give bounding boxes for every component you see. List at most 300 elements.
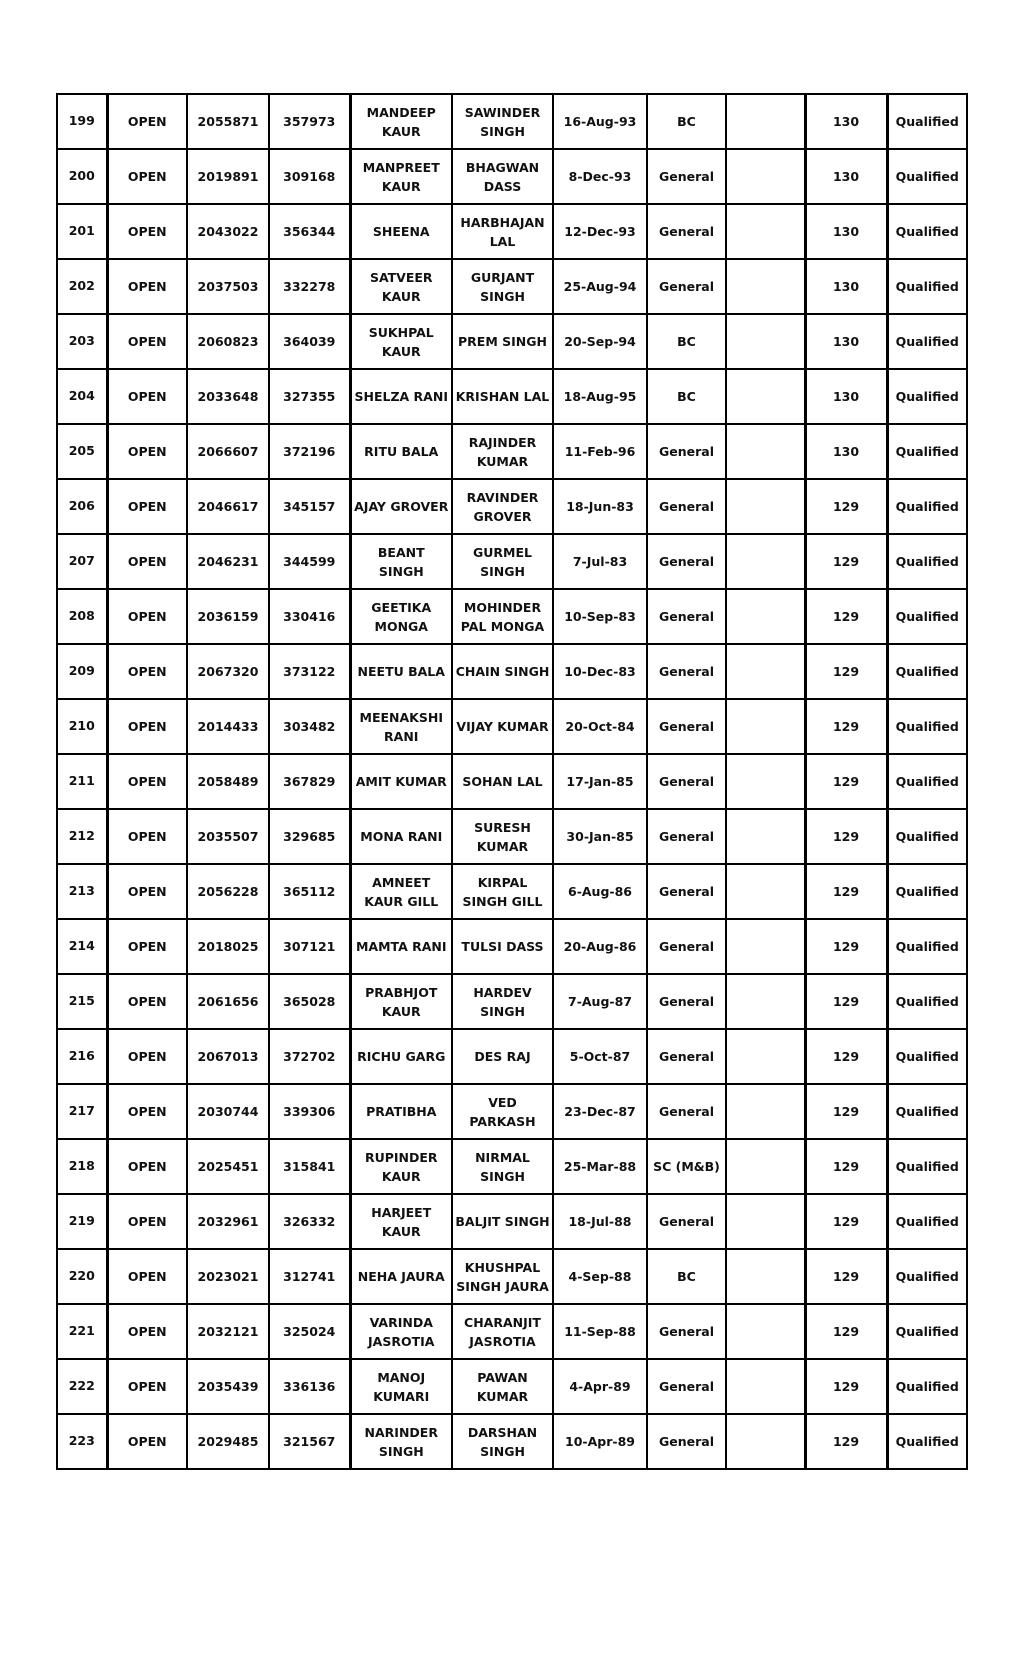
category-type-cell: OPEN: [107, 1139, 187, 1194]
date-of-birth-cell: 10-Dec-83: [553, 644, 647, 699]
date-of-birth-cell: 20-Sep-94: [553, 314, 647, 369]
remarks-cell: [726, 1359, 805, 1414]
table-body: [57, 94, 967, 1469]
roll-number-cell: 2056228: [187, 864, 269, 919]
candidate-name-cell: AMIT KUMAR: [350, 754, 452, 809]
father-name-cell: DARSHAN SINGH: [452, 1414, 553, 1469]
date-of-birth-cell: 10-Apr-89: [553, 1414, 647, 1469]
candidate-name-cell: AMNEET KAUR GILL: [350, 864, 452, 919]
registration-number-cell: 345157: [269, 479, 350, 534]
date-of-birth-cell: 17-Jan-85: [553, 754, 647, 809]
marks-cell: 130: [805, 204, 887, 259]
category-type-cell: OPEN: [107, 479, 187, 534]
marks-cell: 130: [805, 149, 887, 204]
table-row: [57, 534, 967, 589]
registration-number-cell: 303482: [269, 699, 350, 754]
roll-number-cell: 2014433: [187, 699, 269, 754]
registration-number-cell: 325024: [269, 1304, 350, 1359]
roll-number-cell: 2058489: [187, 754, 269, 809]
registration-number-cell: 364039: [269, 314, 350, 369]
father-name-cell: GURJANT SINGH: [452, 259, 553, 314]
category-cell: General: [647, 1029, 726, 1084]
remarks-cell: [726, 699, 805, 754]
category-cell: General: [647, 1194, 726, 1249]
father-name-cell: BALJIT SINGH: [452, 1194, 553, 1249]
category-type-cell: OPEN: [107, 589, 187, 644]
marks-cell: 130: [805, 314, 887, 369]
marks-cell: 130: [805, 94, 887, 149]
result-cell: Qualified: [887, 864, 967, 919]
candidate-name-cell: VARINDA JASROTIA: [350, 1304, 452, 1359]
table-row: [57, 204, 967, 259]
father-name-cell: NIRMAL SINGH: [452, 1139, 553, 1194]
candidate-name-cell: BEANT SINGH: [350, 534, 452, 589]
registration-number-cell: 307121: [269, 919, 350, 974]
category-type-cell: OPEN: [107, 534, 187, 589]
category-cell: General: [647, 1359, 726, 1414]
roll-number-cell: 2035507: [187, 809, 269, 864]
table-row: [57, 369, 967, 424]
serial-number-cell: 203: [57, 314, 107, 369]
registration-number-cell: 309168: [269, 149, 350, 204]
category-cell: General: [647, 1414, 726, 1469]
serial-number-cell: 214: [57, 919, 107, 974]
candidate-name-cell: SHEENA: [350, 204, 452, 259]
category-type-cell: OPEN: [107, 1304, 187, 1359]
roll-number-cell: 2030744: [187, 1084, 269, 1139]
father-name-cell: KIRPAL SINGH GILL: [452, 864, 553, 919]
candidate-name-cell: AJAY GROVER: [350, 479, 452, 534]
result-cell: Qualified: [887, 149, 967, 204]
serial-number-cell: 219: [57, 1194, 107, 1249]
candidate-name-cell: NARINDER SINGH: [350, 1414, 452, 1469]
marks-cell: 129: [805, 974, 887, 1029]
candidate-name-cell: GEETIKA MONGA: [350, 589, 452, 644]
table-row: [57, 1414, 967, 1469]
roll-number-cell: 2023021: [187, 1249, 269, 1304]
table-row: [57, 644, 967, 699]
result-table: [56, 93, 968, 1470]
marks-cell: 129: [805, 1029, 887, 1084]
remarks-cell: [726, 1249, 805, 1304]
remarks-cell: [726, 534, 805, 589]
father-name-cell: HARDEV SINGH: [452, 974, 553, 1029]
remarks-cell: [726, 1194, 805, 1249]
serial-number-cell: 201: [57, 204, 107, 259]
candidate-name-cell: MANDEEP KAUR: [350, 94, 452, 149]
father-name-cell: TULSI DASS: [452, 919, 553, 974]
candidate-name-cell: SATVEER KAUR: [350, 259, 452, 314]
serial-number-cell: 223: [57, 1414, 107, 1469]
table-row: [57, 699, 967, 754]
father-name-cell: GURMEL SINGH: [452, 534, 553, 589]
candidate-name-cell: MEENAKSHI RANI: [350, 699, 452, 754]
remarks-cell: [726, 149, 805, 204]
father-name-cell: PAWAN KUMAR: [452, 1359, 553, 1414]
candidate-name-cell: RUPINDER KAUR: [350, 1139, 452, 1194]
category-type-cell: OPEN: [107, 259, 187, 314]
roll-number-cell: 2035439: [187, 1359, 269, 1414]
table-row: [57, 314, 967, 369]
date-of-birth-cell: 30-Jan-85: [553, 809, 647, 864]
table-row: [57, 809, 967, 864]
serial-number-cell: 221: [57, 1304, 107, 1359]
table-row: [57, 94, 967, 149]
serial-number-cell: 207: [57, 534, 107, 589]
category-cell: General: [647, 534, 726, 589]
remarks-cell: [726, 809, 805, 864]
date-of-birth-cell: 20-Oct-84: [553, 699, 647, 754]
serial-number-cell: 216: [57, 1029, 107, 1084]
candidate-name-cell: PRABHJOT KAUR: [350, 974, 452, 1029]
registration-number-cell: 339306: [269, 1084, 350, 1139]
registration-number-cell: 327355: [269, 369, 350, 424]
date-of-birth-cell: 7-Aug-87: [553, 974, 647, 1029]
marks-cell: 129: [805, 479, 887, 534]
category-type-cell: OPEN: [107, 809, 187, 864]
remarks-cell: [726, 974, 805, 1029]
table-row: [57, 149, 967, 204]
category-cell: General: [647, 204, 726, 259]
result-cell: Qualified: [887, 1084, 967, 1139]
category-type-cell: OPEN: [107, 1359, 187, 1414]
candidate-name-cell: MANPREET KAUR: [350, 149, 452, 204]
table-row: [57, 259, 967, 314]
registration-number-cell: 367829: [269, 754, 350, 809]
date-of-birth-cell: 20-Aug-86: [553, 919, 647, 974]
serial-number-cell: 199: [57, 94, 107, 149]
category-cell: BC: [647, 94, 726, 149]
date-of-birth-cell: 18-Jun-83: [553, 479, 647, 534]
date-of-birth-cell: 10-Sep-83: [553, 589, 647, 644]
result-cell: Qualified: [887, 754, 967, 809]
result-cell: Qualified: [887, 809, 967, 864]
result-cell: Qualified: [887, 534, 967, 589]
registration-number-cell: 332278: [269, 259, 350, 314]
remarks-cell: [726, 479, 805, 534]
registration-number-cell: 357973: [269, 94, 350, 149]
candidate-name-cell: NEHA JAURA: [350, 1249, 452, 1304]
registration-number-cell: 326332: [269, 1194, 350, 1249]
category-cell: General: [647, 864, 726, 919]
result-cell: Qualified: [887, 1194, 967, 1249]
father-name-cell: SURESH KUMAR: [452, 809, 553, 864]
marks-cell: 129: [805, 1084, 887, 1139]
father-name-cell: CHAIN SINGH: [452, 644, 553, 699]
category-cell: General: [647, 259, 726, 314]
roll-number-cell: 2019891: [187, 149, 269, 204]
date-of-birth-cell: 18-Aug-95: [553, 369, 647, 424]
date-of-birth-cell: 16-Aug-93: [553, 94, 647, 149]
registration-number-cell: 344599: [269, 534, 350, 589]
roll-number-cell: 2060823: [187, 314, 269, 369]
remarks-cell: [726, 1139, 805, 1194]
roll-number-cell: 2043022: [187, 204, 269, 259]
registration-number-cell: 329685: [269, 809, 350, 864]
result-cell: Qualified: [887, 1139, 967, 1194]
category-cell: General: [647, 479, 726, 534]
marks-cell: 129: [805, 534, 887, 589]
table-row: [57, 589, 967, 644]
marks-cell: 129: [805, 1304, 887, 1359]
category-cell: General: [647, 424, 726, 479]
result-cell: Qualified: [887, 369, 967, 424]
category-cell: General: [647, 754, 726, 809]
roll-number-cell: 2055871: [187, 94, 269, 149]
category-type-cell: OPEN: [107, 94, 187, 149]
category-cell: BC: [647, 314, 726, 369]
table-row: [57, 424, 967, 479]
registration-number-cell: 365112: [269, 864, 350, 919]
category-type-cell: OPEN: [107, 424, 187, 479]
category-cell: General: [647, 919, 726, 974]
date-of-birth-cell: 5-Oct-87: [553, 1029, 647, 1084]
date-of-birth-cell: 4-Apr-89: [553, 1359, 647, 1414]
serial-number-cell: 213: [57, 864, 107, 919]
roll-number-cell: 2032961: [187, 1194, 269, 1249]
result-cell: Qualified: [887, 204, 967, 259]
date-of-birth-cell: 25-Mar-88: [553, 1139, 647, 1194]
table-row: [57, 919, 967, 974]
category-cell: BC: [647, 1249, 726, 1304]
father-name-cell: KRISHAN LAL: [452, 369, 553, 424]
remarks-cell: [726, 204, 805, 259]
registration-number-cell: 372196: [269, 424, 350, 479]
date-of-birth-cell: 4-Sep-88: [553, 1249, 647, 1304]
table-row: [57, 864, 967, 919]
category-type-cell: OPEN: [107, 314, 187, 369]
category-type-cell: OPEN: [107, 1194, 187, 1249]
candidate-name-cell: RICHU GARG: [350, 1029, 452, 1084]
marks-cell: 129: [805, 644, 887, 699]
table-row: [57, 479, 967, 534]
candidate-name-cell: NEETU BALA: [350, 644, 452, 699]
category-type-cell: OPEN: [107, 1414, 187, 1469]
marks-cell: 129: [805, 589, 887, 644]
result-cell: Qualified: [887, 644, 967, 699]
category-cell: General: [647, 149, 726, 204]
candidate-name-cell: SUKHPAL KAUR: [350, 314, 452, 369]
marks-cell: 129: [805, 1249, 887, 1304]
serial-number-cell: 222: [57, 1359, 107, 1414]
serial-number-cell: 217: [57, 1084, 107, 1139]
candidate-name-cell: HARJEET KAUR: [350, 1194, 452, 1249]
father-name-cell: PREM SINGH: [452, 314, 553, 369]
serial-number-cell: 210: [57, 699, 107, 754]
roll-number-cell: 2046617: [187, 479, 269, 534]
date-of-birth-cell: 12-Dec-93: [553, 204, 647, 259]
date-of-birth-cell: 11-Sep-88: [553, 1304, 647, 1359]
roll-number-cell: 2037503: [187, 259, 269, 314]
candidate-name-cell: MONA RANI: [350, 809, 452, 864]
table-row: [57, 1194, 967, 1249]
candidate-name-cell: MAMTA RANI: [350, 919, 452, 974]
marks-cell: 129: [805, 919, 887, 974]
candidate-name-cell: PRATIBHA: [350, 1084, 452, 1139]
registration-number-cell: 312741: [269, 1249, 350, 1304]
father-name-cell: SAWINDER SINGH: [452, 94, 553, 149]
marks-cell: 129: [805, 1414, 887, 1469]
registration-number-cell: 372702: [269, 1029, 350, 1084]
marks-cell: 129: [805, 1359, 887, 1414]
result-cell: Qualified: [887, 1249, 967, 1304]
remarks-cell: [726, 369, 805, 424]
marks-cell: 129: [805, 699, 887, 754]
marks-cell: 129: [805, 864, 887, 919]
father-name-cell: VIJAY KUMAR: [452, 699, 553, 754]
marks-cell: 130: [805, 424, 887, 479]
father-name-cell: RAJINDER KUMAR: [452, 424, 553, 479]
result-cell: Qualified: [887, 919, 967, 974]
serial-number-cell: 212: [57, 809, 107, 864]
result-cell: Qualified: [887, 94, 967, 149]
category-type-cell: OPEN: [107, 1249, 187, 1304]
result-cell: Qualified: [887, 974, 967, 1029]
serial-number-cell: 205: [57, 424, 107, 479]
serial-number-cell: 202: [57, 259, 107, 314]
table-row: [57, 1139, 967, 1194]
father-name-cell: BHAGWAN DASS: [452, 149, 553, 204]
result-cell: Qualified: [887, 699, 967, 754]
remarks-cell: [726, 864, 805, 919]
date-of-birth-cell: 11-Feb-96: [553, 424, 647, 479]
roll-number-cell: 2046231: [187, 534, 269, 589]
result-cell: Qualified: [887, 1414, 967, 1469]
remarks-cell: [726, 754, 805, 809]
serial-number-cell: 220: [57, 1249, 107, 1304]
remarks-cell: [726, 1029, 805, 1084]
serial-number-cell: 209: [57, 644, 107, 699]
category-type-cell: OPEN: [107, 754, 187, 809]
category-type-cell: OPEN: [107, 369, 187, 424]
serial-number-cell: 218: [57, 1139, 107, 1194]
table-row: [57, 1304, 967, 1359]
category-type-cell: OPEN: [107, 699, 187, 754]
serial-number-cell: 215: [57, 974, 107, 1029]
marks-cell: 129: [805, 1194, 887, 1249]
result-cell: Qualified: [887, 259, 967, 314]
category-cell: SC (M&B): [647, 1139, 726, 1194]
marks-cell: 130: [805, 369, 887, 424]
category-cell: General: [647, 699, 726, 754]
category-cell: BC: [647, 369, 726, 424]
result-cell: Qualified: [887, 589, 967, 644]
category-cell: General: [647, 809, 726, 864]
category-type-cell: OPEN: [107, 204, 187, 259]
serial-number-cell: 204: [57, 369, 107, 424]
roll-number-cell: 2067320: [187, 644, 269, 699]
date-of-birth-cell: 23-Dec-87: [553, 1084, 647, 1139]
marks-cell: 129: [805, 1139, 887, 1194]
remarks-cell: [726, 589, 805, 644]
remarks-cell: [726, 1084, 805, 1139]
marks-cell: 129: [805, 809, 887, 864]
category-cell: General: [647, 1084, 726, 1139]
date-of-birth-cell: 8-Dec-93: [553, 149, 647, 204]
category-cell: General: [647, 644, 726, 699]
registration-number-cell: 321567: [269, 1414, 350, 1469]
roll-number-cell: 2067013: [187, 1029, 269, 1084]
roll-number-cell: 2032121: [187, 1304, 269, 1359]
category-type-cell: OPEN: [107, 864, 187, 919]
result-cell: Qualified: [887, 1029, 967, 1084]
roll-number-cell: 2025451: [187, 1139, 269, 1194]
marks-cell: 130: [805, 259, 887, 314]
category-type-cell: OPEN: [107, 644, 187, 699]
result-cell: Qualified: [887, 1304, 967, 1359]
date-of-birth-cell: 18-Jul-88: [553, 1194, 647, 1249]
registration-number-cell: 315841: [269, 1139, 350, 1194]
remarks-cell: [726, 644, 805, 699]
category-cell: General: [647, 974, 726, 1029]
candidate-name-cell: RITU BALA: [350, 424, 452, 479]
roll-number-cell: 2018025: [187, 919, 269, 974]
candidate-name-cell: MANOJ KUMARI: [350, 1359, 452, 1414]
father-name-cell: RAVINDER GROVER: [452, 479, 553, 534]
table-row: [57, 974, 967, 1029]
registration-number-cell: 365028: [269, 974, 350, 1029]
table-row: [57, 754, 967, 809]
registration-number-cell: 373122: [269, 644, 350, 699]
father-name-cell: HARBHAJAN LAL: [452, 204, 553, 259]
remarks-cell: [726, 424, 805, 479]
category-type-cell: OPEN: [107, 1029, 187, 1084]
father-name-cell: DES RAJ: [452, 1029, 553, 1084]
roll-number-cell: 2033648: [187, 369, 269, 424]
result-cell: Qualified: [887, 479, 967, 534]
father-name-cell: SOHAN LAL: [452, 754, 553, 809]
category-cell: General: [647, 1304, 726, 1359]
date-of-birth-cell: 6-Aug-86: [553, 864, 647, 919]
father-name-cell: KHUSHPAL SINGH JAURA: [452, 1249, 553, 1304]
result-cell: Qualified: [887, 1359, 967, 1414]
roll-number-cell: 2036159: [187, 589, 269, 644]
table-row: [57, 1359, 967, 1414]
remarks-cell: [726, 259, 805, 314]
roll-number-cell: 2029485: [187, 1414, 269, 1469]
registration-number-cell: 356344: [269, 204, 350, 259]
serial-number-cell: 200: [57, 149, 107, 204]
remarks-cell: [726, 314, 805, 369]
roll-number-cell: 2066607: [187, 424, 269, 479]
father-name-cell: MOHINDER PAL MONGA: [452, 589, 553, 644]
category-type-cell: OPEN: [107, 974, 187, 1029]
table-row: [57, 1084, 967, 1139]
category-type-cell: OPEN: [107, 919, 187, 974]
category-cell: General: [647, 589, 726, 644]
table-row: [57, 1249, 967, 1304]
serial-number-cell: 211: [57, 754, 107, 809]
result-cell: Qualified: [887, 314, 967, 369]
remarks-cell: [726, 94, 805, 149]
table-row: [57, 1029, 967, 1084]
serial-number-cell: 208: [57, 589, 107, 644]
remarks-cell: [726, 1414, 805, 1469]
category-type-cell: OPEN: [107, 1084, 187, 1139]
father-name-cell: CHARANJIT JASROTIA: [452, 1304, 553, 1359]
category-type-cell: OPEN: [107, 149, 187, 204]
remarks-cell: [726, 919, 805, 974]
roll-number-cell: 2061656: [187, 974, 269, 1029]
candidate-name-cell: SHELZA RANI: [350, 369, 452, 424]
serial-number-cell: 206: [57, 479, 107, 534]
registration-number-cell: 330416: [269, 589, 350, 644]
marks-cell: 129: [805, 754, 887, 809]
date-of-birth-cell: 25-Aug-94: [553, 259, 647, 314]
result-cell: Qualified: [887, 424, 967, 479]
father-name-cell: VED PARKASH: [452, 1084, 553, 1139]
registration-number-cell: 336136: [269, 1359, 350, 1414]
